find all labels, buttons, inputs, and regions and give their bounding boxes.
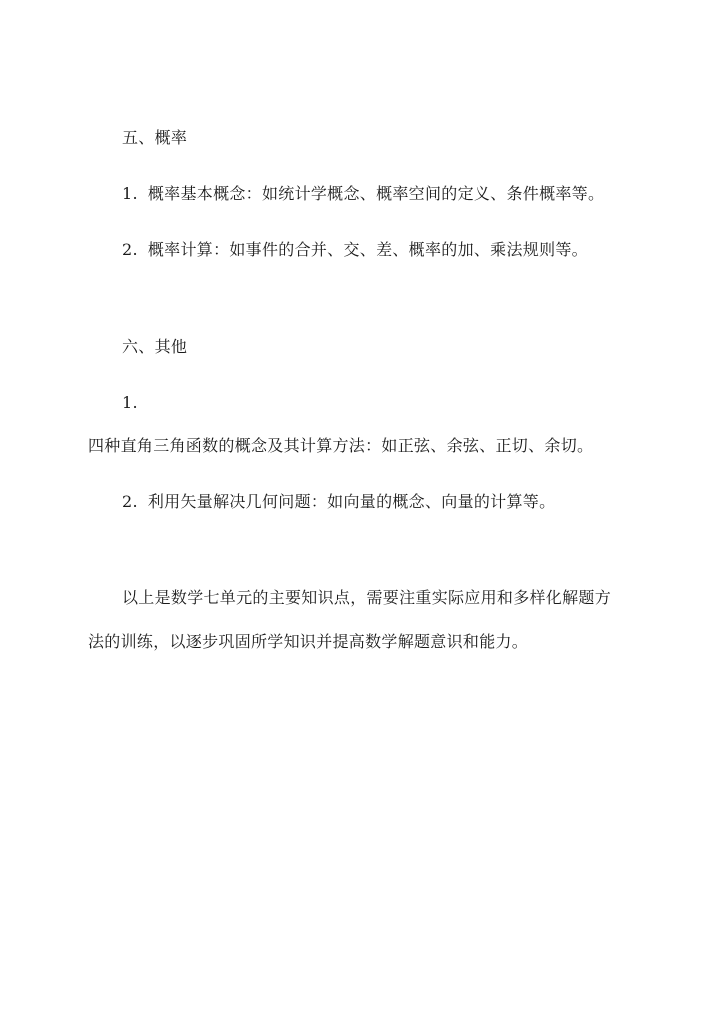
list-item-number: 2. <box>122 240 138 259</box>
list-item-text: 概率基本概念：如统计学概念、概率空间的定义、条件概率等。 <box>147 184 605 203</box>
list-item-number: 1. <box>122 393 138 412</box>
list-item <box>122 184 604 204</box>
list-item-text: 四种直角三角函数的概念及其计算方法：如正弦、余弦、正切、余切。 <box>88 436 594 455</box>
section-heading-probability: 五、概率 <box>122 128 188 147</box>
list-item-text: 概率计算：如事件的合并、交、差、概率的加、乘法规则等。 <box>147 240 588 259</box>
list-item <box>122 492 555 512</box>
list-item-number: 1. <box>122 184 138 203</box>
list-item <box>122 240 588 260</box>
section-heading-other: 六、其他 <box>122 337 188 356</box>
list-item-text: 利用矢量解决几何问题：如向量的概念、向量的计算等。 <box>147 492 556 511</box>
conclusion-paragraph-line-2: 法的训练，以逐步巩固所学知识并提高数学解题意识和能力。 <box>88 632 529 651</box>
conclusion-paragraph-line-1: 以上是数学七单元的主要知识点，需要注重实际应用和多样化解题方 <box>122 588 612 607</box>
list-item-number: 2. <box>122 492 138 511</box>
